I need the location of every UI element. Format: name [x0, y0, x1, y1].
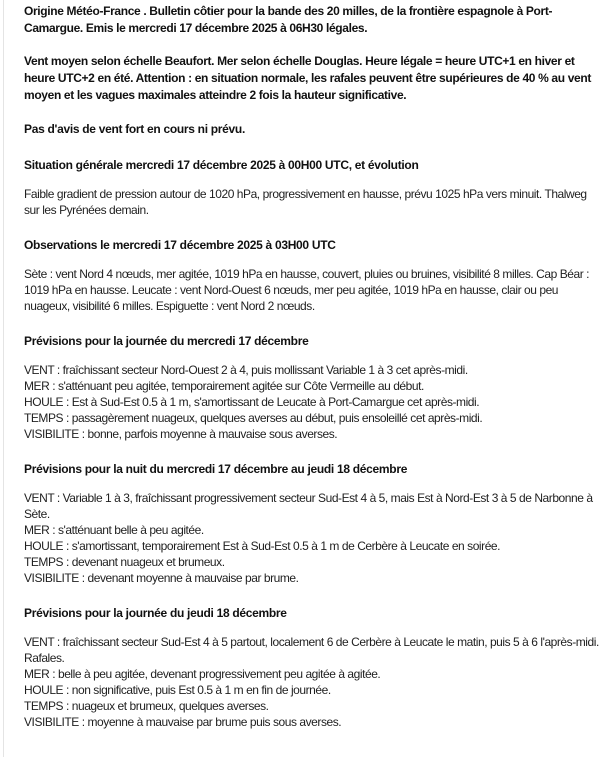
strong-wind-notice: Pas d'avis de vent fort en cours ni prévu. — [24, 122, 245, 136]
section-body — [24, 634, 599, 730]
forecast-visibility: VISIBILITE : moyenne à mauvaise par brume puis sous averses. — [24, 715, 342, 729]
forecast-sea: MER : belle à peu agitée, devenant progressivement peu agitée à agitée. — [24, 667, 381, 681]
section-body — [24, 490, 599, 586]
section-forecast-day-wednesday — [24, 333, 599, 442]
bulletin-frame — [3, 0, 601, 757]
section-forecast-day-thursday — [24, 605, 599, 730]
section-body — [24, 186, 599, 218]
forecast-weather: TEMPS : devenant nuageux et brumeux. — [24, 555, 225, 569]
forecast-wind: VENT : fraîchissant secteur Sud-Est 4 à 5 partout, localement 6 de Cerbère à Leucate le matin, puis 5 à 6 l'après-midi. Rafales. — [24, 635, 599, 665]
forecast-weather: TEMPS : nuageux et brumeux, quelques averses. — [24, 699, 269, 713]
section-line: Faible gradient de pression autour de 1020 hPa, progressivement en hausse, prévu 1025 hPa vers minuit. Thalweg sur les Pyrénées demain. — [24, 187, 587, 217]
section-forecast-night — [24, 461, 599, 586]
forecast-visibility: VISIBILITE : bonne, parfois moyenne à mauvaise sous averses. — [24, 427, 338, 441]
section-title: Prévisions pour la nuit du mercredi 17 décembre au jeudi 18 décembre — [24, 462, 408, 476]
forecast-swell: HOULE : s'amortissant, temporairement Est à Sud-Est 0.5 à 1 m de Cerbère à Leucate en soirée. — [24, 539, 501, 553]
section-title: Observations le mercredi 17 décembre 2025 à 03H00 UTC — [24, 238, 336, 252]
forecast-wind: VENT : fraîchissant secteur Nord-Ouest 2 à 4, puis mollissant Variable 1 à 3 cet après-midi. — [24, 363, 468, 377]
forecast-weather: TEMPS : passagèrement nuageux, quelques averses au début, puis ensoleillé cet après-midi. — [24, 411, 483, 425]
bulletin-scales-note: Vent moyen selon échelle Beaufort. Mer selon échelle Douglas. Heure légale = heure UTC+1 en hiver et heure UTC+2 en été. Attention : en situation normale, les rafales peuvent être supérieures de 40 % au vent moyen et les vagues maximales atteindre 2 fois la hauteur significative. — [24, 54, 591, 102]
section-observations — [24, 237, 599, 314]
section-title: Prévisions pour la journée du mercredi 17 décembre — [24, 334, 309, 348]
section-title: Prévisions pour la journée du jeudi 18 décembre — [24, 606, 287, 620]
forecast-sea: MER : s'atténuant belle à peu agitée. — [24, 523, 204, 537]
section-title: Situation générale mercredi 17 décembre 2025 à 00H00 UTC, et évolution — [24, 158, 419, 172]
forecast-sea: MER : s'atténuant peu agitée, temporairement agitée sur Côte Vermeille au début. — [24, 379, 424, 393]
section-body — [24, 362, 599, 442]
section-body — [24, 266, 599, 314]
bulletin-content — [24, 3, 599, 730]
forecast-swell: HOULE : non significative, puis Est 0.5 à 1 m en fin de journée. — [24, 683, 331, 697]
forecast-visibility: VISIBILITE : devenant moyenne à mauvaise par brume. — [24, 571, 299, 585]
section-general-situation — [24, 157, 599, 218]
forecast-wind: VENT : Variable 1 à 3, fraîchissant progressivement secteur Sud-Est 4 à 5, mais Est à Nord-Est 3 à 5 de Narbonne à Sète. — [24, 491, 593, 521]
section-line: Sète : vent Nord 4 nœuds, mer agitée, 1019 hPa en hausse, couvert, pluies ou bruines, visibilité 8 milles. Cap Béar : 1019 hPa en hausse. Leucate : vent Nord-Ouest 6 nœuds, mer peu agitée, 1019 hPa en hausse, clair ou peu nuageux, visibilité 6 milles. Espiguette : vent Nord 2 nœuds. — [24, 267, 590, 313]
forecast-swell: HOULE : Est à Sud-Est 0.5 à 1 m, s'amortissant de Leucate à Port-Camargue cet après-midi. — [24, 395, 480, 409]
bulletin-origin: Origine Météo-France . Bulletin côtier pour la bande des 20 milles, de la frontière espagnole à Port-Camargue. Emis le mercredi 17 décembre 2025 à 06H30 légales. — [24, 4, 553, 35]
